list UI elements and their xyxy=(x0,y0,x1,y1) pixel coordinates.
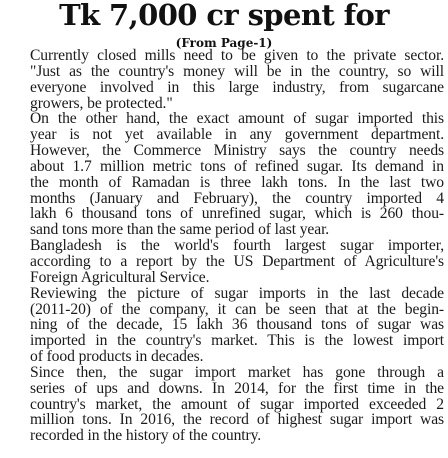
text-line: about 1.7 million metric tons of refined sugar. Its demand in xyxy=(30,157,444,175)
text-line: Reviewing the picture of sugar imports in the last decade xyxy=(30,284,444,302)
text-line: according to a report by the US Department of Agriculture's xyxy=(30,252,444,270)
text-line: country's market, the amount of sugar imported exceeded 2 xyxy=(30,395,444,413)
text-line: Currently closed mills need to be given to the private sector. xyxy=(30,47,444,64)
text-line: "Just as the country's money will be in the country, so will xyxy=(30,62,444,80)
text-line: recorded in the history of the country. xyxy=(30,427,262,445)
headline: Tk 7,000 cr spent for xyxy=(59,0,389,32)
article-body xyxy=(30,48,444,444)
text-line: On the other hand, the exact amount of sugar imported this xyxy=(30,110,444,128)
text-line: Foreign Agricultural Service. xyxy=(30,268,210,286)
text-line: However, the Commerce Ministry says the country needs xyxy=(30,142,444,160)
text-line: ning of the decade, 15 lakh 36 thousand tons of sugar was xyxy=(30,316,444,334)
text-line: the month of Ramadan is three lakh tons. In the last two xyxy=(30,173,444,191)
text-line: sand tons more than the same period of last year. xyxy=(30,221,330,239)
text-line: Since then, the sugar import market has gone through a xyxy=(30,363,444,381)
text-line: Bangladesh is the world's fourth largest sugar importer, xyxy=(30,237,444,255)
text-line: of food products in decades. xyxy=(30,348,204,366)
text-line: everyone involved in this large industry, from sugarcane xyxy=(30,78,444,96)
text-line: (2011-20) of the company, it can be seen that at the begin- xyxy=(30,300,444,318)
text-line: million tons. In 2016, the record of highest sugar import was xyxy=(30,411,444,429)
text-line: imported in the country's market. This is the lowest import xyxy=(30,332,444,350)
text-line: series of ups and downs. In 2014, for the first time in the xyxy=(30,379,444,397)
text-line: year is not yet available in any government department. xyxy=(30,126,444,144)
text-line: lakh 6 thousand tons of unrefined sugar, which is 260 thou- xyxy=(30,205,444,223)
text-line: growers, be protected." xyxy=(30,94,173,112)
text-line: months (January and February), the country imported 4 xyxy=(30,189,444,207)
continuation-note: (From Page-1) xyxy=(175,36,273,50)
